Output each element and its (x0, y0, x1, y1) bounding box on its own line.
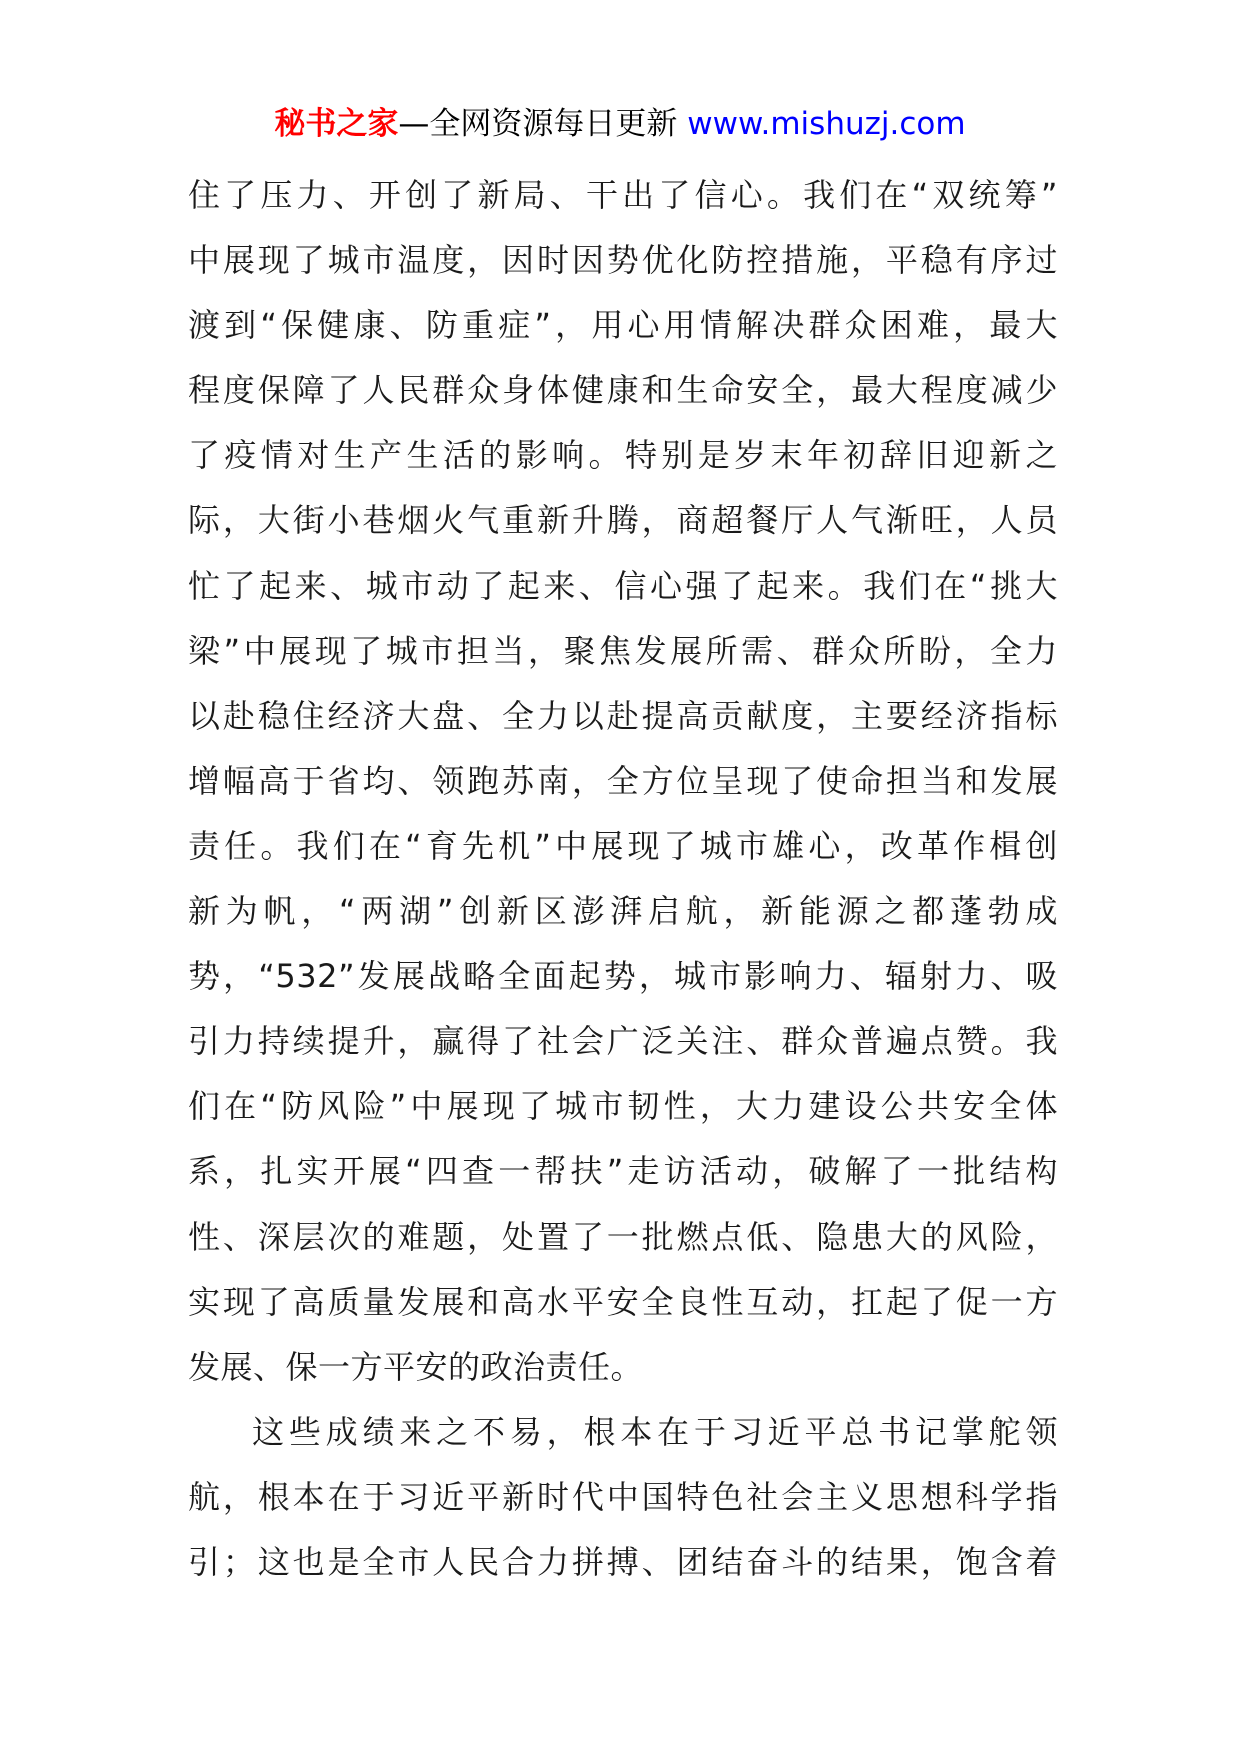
text-line: 引力持续提升，赢得了社会广泛关注、群众普遍点赞。我 (188, 1022, 1058, 1061)
text-line: 增幅高于省均、领跑苏南，全方位呈现了使命担当和发展 (188, 761, 1058, 800)
text-line: 际，大街小巷烟火气重新升腾，商超餐厅人气渐旺，人员 (188, 501, 1058, 540)
text-line: 以赴稳住经济大盘、全力以赴提高贡献度，主要经济指标 (188, 696, 1058, 735)
text-line: 性、深层次的难题，处置了一批燃点低、隐患大的风险， (188, 1217, 1058, 1256)
text-line: 中展现了城市温度，因时因势优化防控措施，平稳有序过 (188, 241, 1058, 280)
site-tagline: —全网资源每日更新 (398, 106, 678, 142)
text-line: 势，“532”发展战略全面起势，城市影响力、辐射力、吸 (188, 957, 1058, 996)
text-line: 住了压力、开创了新局、干出了信心。我们在“双统筹” (188, 176, 1058, 214)
site-url-link[interactable]: www.mishuzj.com (687, 106, 966, 142)
paragraph-1 (188, 163, 1058, 1400)
text-line: 实现了高质量发展和高水平安全良性互动，扛起了促一方 (188, 1282, 1058, 1321)
site-header (0, 100, 1240, 148)
text-line: 梁”中展现了城市担当，聚焦发展所需、群众所盼，全力 (188, 631, 1058, 670)
text-line: 新为帆，“两湖”创新区澎湃启航，新能源之都蓬勃成 (188, 892, 1058, 931)
text-line: 了疫情对生产生活的影响。特别是岁末年初辞旧迎新之 (188, 436, 1058, 475)
text-line: 航，根本在于习近平新时代中国特色社会主义思想科学指 (188, 1477, 1058, 1516)
document-body (188, 163, 1058, 1595)
paragraph-2 (188, 1400, 1058, 1595)
site-brand: 秘书之家 (274, 106, 399, 142)
text-line: 们在“防风险”中展现了城市韧性，大力建设公共安全体 (188, 1087, 1058, 1126)
text-line: 引；这也是全市人民合力拼搏、团结奋斗的结果，饱含着 (188, 1542, 1058, 1581)
text-line: 忙了起来、城市动了起来、信心强了起来。我们在“挑大 (188, 566, 1058, 605)
text-line: 责任。我们在“育先机”中展现了城市雄心，改革作楫创 (188, 826, 1058, 865)
text-line: 渡到“保健康、防重症”，用心用情解决群众困难，最大 (188, 306, 1058, 345)
text-line: 系，扎实开展“四查一帮扶”走访活动，破解了一批结构 (188, 1152, 1058, 1191)
text-line: 程度保障了人民群众身体健康和生命安全，最大程度减少 (188, 371, 1058, 410)
text-line: 这些成绩来之不易，根本在于习近平总书记掌舵领 (252, 1412, 1058, 1451)
text-line: 发展、保一方平安的政治责任。 (188, 1347, 644, 1386)
